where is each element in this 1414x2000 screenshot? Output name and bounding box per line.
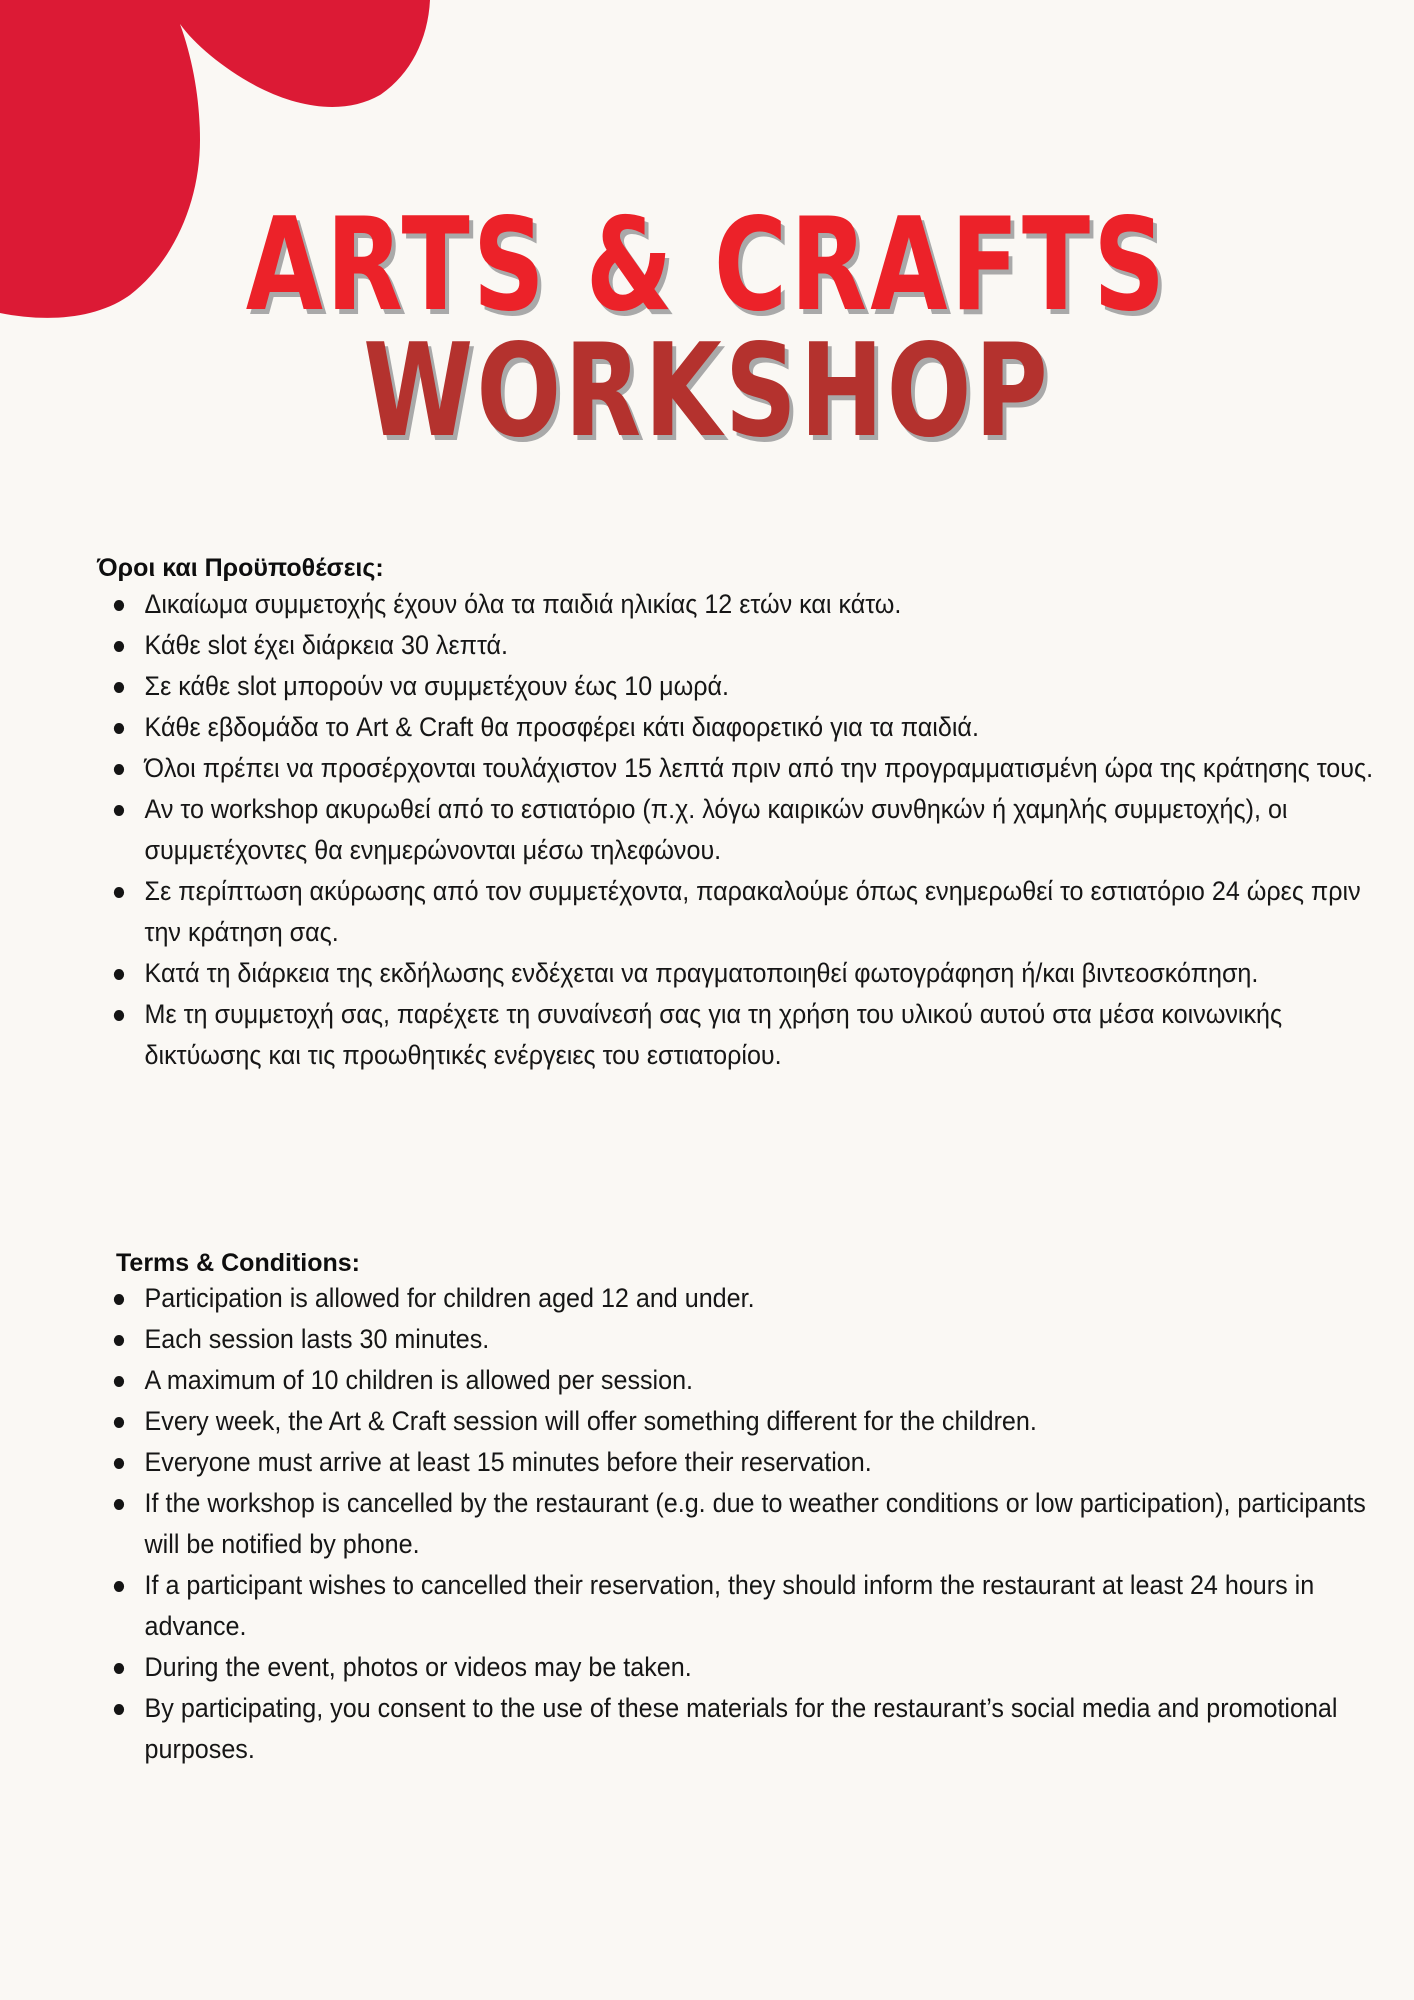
bullet-icon [114, 805, 124, 816]
bullet-icon [114, 969, 124, 980]
list-item [112, 707, 1391, 748]
title-workshop: WORKSHOP [363, 317, 1051, 466]
list-item [112, 789, 1391, 871]
bullet-icon [114, 1704, 124, 1715]
bullet-icon [114, 764, 124, 775]
bullet-icon [114, 600, 124, 611]
title-arts-crafts: ARTS & CRAFTS [245, 191, 1169, 340]
list-item-text: Δικαίωμα συμμετοχής έχουν όλα τα παιδιά ηλικίας 12 ετών και κάτω. [144, 589, 902, 619]
bullet-icon [114, 682, 124, 693]
list-item [112, 1319, 1391, 1360]
bullet-icon [114, 887, 124, 898]
list-item [112, 994, 1391, 1076]
list-item [112, 748, 1391, 789]
bullet-icon [114, 1499, 124, 1510]
list-item [112, 584, 1391, 625]
list-item-text: Σε περίπτωση ακύρωσης από τον συμμετέχοντα, παρακαλούμε όπως ενημερωθεί το εστιατόριο 24 ώρες πριν την κράτηση σας. [144, 876, 1361, 947]
list-item [112, 1565, 1391, 1647]
english-terms-list [112, 1278, 1366, 1770]
bullet-icon [114, 723, 124, 734]
bullet-icon [114, 1458, 124, 1469]
bullet-icon [114, 1581, 124, 1592]
list-item [112, 1442, 1391, 1483]
bullet-icon [114, 1335, 124, 1346]
list-item [112, 666, 1391, 707]
list-item-text: Όλοι πρέπει να προσέρχονται τουλάχιστον 15 λεπτά πριν από την προγραμματισμένη ώρα της κράτησης τους. [144, 753, 1374, 783]
list-item-text: By participating, you consent to the use of these materials for the restaurant’s social media and promotional purposes. [144, 1693, 1338, 1764]
list-item-text: Κάθε εβδομάδα το Art & Craft θα προσφέρει κάτι διαφορετικό για τα παιδιά. [144, 712, 979, 742]
list-item-text: Σε κάθε slot μπορούν να συμμετέχουν έως 10 μωρά. [144, 671, 729, 701]
bullet-icon [114, 641, 124, 652]
list-item [112, 1688, 1391, 1770]
list-item-text: If the workshop is cancelled by the restaurant (e.g. due to weather conditions or low participation), participants will be notified by phone. [144, 1488, 1366, 1559]
list-item-text: If a participant wishes to cancelled their reservation, they should inform the restaurant at least 24 hours in advance. [144, 1570, 1315, 1641]
bullet-icon [114, 1010, 124, 1021]
list-item-text: Κατά τη διάρκεια της εκδήλωσης ενδέχεται να πραγματοποιηθεί φωτογράφηση ή/και βιντεοσκόπηση. [144, 958, 1259, 988]
list-item [112, 871, 1391, 953]
list-item [112, 1647, 1391, 1688]
list-item [112, 1483, 1391, 1565]
list-item-text: During the event, photos or videos may be taken. [144, 1652, 692, 1682]
list-item-text: Αν το workshop ακυρωθεί από το εστιατόριο (π.χ. λόγω καιρικών συνθηκών ή χαμηλής συμμετοχής), οι συμμετέχοντες θα ενημερώνονται μέσω τηλεφώνου. [144, 794, 1288, 865]
list-item-text: Every week, the Art & Craft session will offer something different for the children. [144, 1406, 1037, 1436]
bullet-icon [114, 1417, 124, 1428]
list-item-text: Everyone must arrive at least 15 minutes before their reservation. [144, 1447, 872, 1477]
list-item [112, 1401, 1391, 1442]
list-item-text: A maximum of 10 children is allowed per session. [144, 1365, 694, 1395]
bullet-icon [114, 1294, 124, 1305]
greek-terms-heading: Όροι και Προϋποθέσεις: [97, 554, 384, 582]
list-item-text: Κάθε slot έχει διάρκεια 30 λεπτά. [144, 630, 509, 660]
list-item [112, 625, 1391, 666]
bullet-icon [114, 1376, 124, 1387]
list-item [112, 1278, 1391, 1319]
list-item-text: Participation is allowed for children aged 12 and under. [144, 1283, 755, 1313]
bullet-icon [114, 1663, 124, 1674]
list-item-text: Με τη συμμετοχή σας, παρέχετε τη συναίνεσή σας για τη χρήση του υλικού αυτού στα μέσα κοινωνικής δικτύωσης και τις προωθητικές ενέργειες του εστιατορίου. [144, 999, 1283, 1070]
list-item [112, 953, 1391, 994]
english-terms-heading: Terms & Conditions: [116, 1249, 360, 1277]
list-item-text: Each session lasts 30 minutes. [144, 1324, 490, 1354]
list-item [112, 1360, 1391, 1401]
greek-terms-list [112, 584, 1374, 1076]
